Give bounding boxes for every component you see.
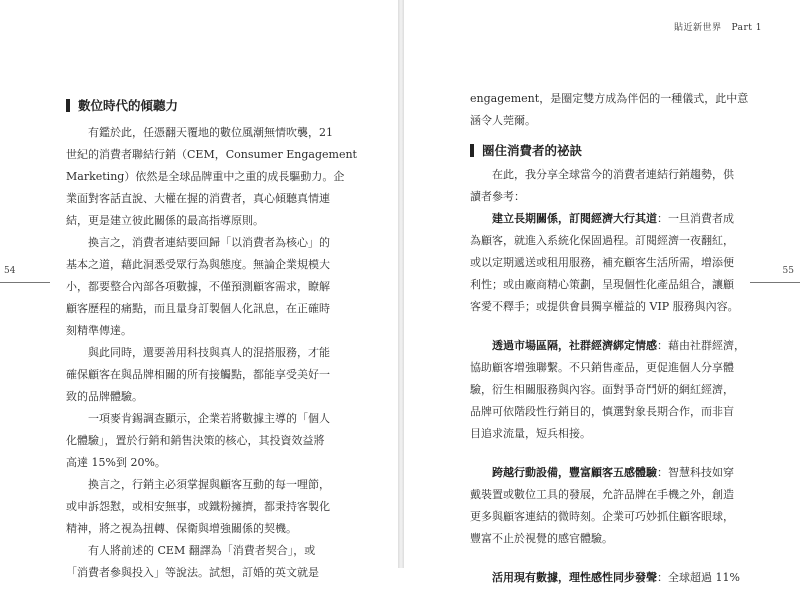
running-head-part: Part 1 xyxy=(731,23,762,33)
body-line: 基本之道，藉此洞悉受眾行為與態度。無論企業規模大 xyxy=(66,258,330,271)
tip-rest: ：藉由社群經濟， xyxy=(657,339,745,352)
body-line: 高達 15%到 20%。 xyxy=(66,456,166,469)
tip-lead: 建立長期關係，訂閱經濟大行其道 xyxy=(492,212,657,225)
body-line: 換言之，消費者連結要回歸「以消費者為核心」的 xyxy=(66,236,330,249)
body-line: 「消費者參與投入」等說法。試想，訂婚的英文就是 xyxy=(66,566,319,579)
left-page-number: 54 xyxy=(4,266,16,276)
tip-first-line xyxy=(470,567,780,589)
body-line: 在此，我分享全球當今的消費者連結行銷趨勢，供 xyxy=(470,168,734,181)
paragraph-gap xyxy=(470,445,780,462)
body-line: 讀者參考： xyxy=(470,190,525,203)
tip-first-line xyxy=(470,335,780,357)
body-line: 業面對客話直說、大權在握的消費者，真心傾聽真情連 xyxy=(66,192,330,205)
right-page xyxy=(404,0,800,584)
body-line: 精神，將之視為扭轉、保衛與增強關係的契機。 xyxy=(66,522,297,535)
body-line: 協助顧客增強聯繫。不只銷售產品，更促進個人分享體 xyxy=(470,361,734,374)
body-line: 品牌可依階段性行銷目的，慎選對象長期合作，而非盲 xyxy=(470,405,734,418)
body-line: 小，都要整合內部各項數據，不僅預測顧客需求，瞭解 xyxy=(66,280,330,293)
body-line: 利性；或由廠商精心策劃，呈現個性化產品組合，讓顧 xyxy=(470,278,734,291)
left-page xyxy=(0,0,398,579)
body-line: 或申訴怨懟，或相安無事，或鐵粉擁擠，都秉持客製化 xyxy=(66,500,330,513)
running-head-title: 貼近新世界 xyxy=(673,23,722,33)
body-line: 豐富不止於視覺的感官體驗。 xyxy=(470,532,613,545)
left-section-heading xyxy=(66,96,178,114)
body-line: 有人將前述的 CEM 翻譯為「消費者契合」，或 xyxy=(66,544,316,557)
tip-rest: ：智慧科技如穿 xyxy=(657,466,734,479)
right-page-number: 55 xyxy=(782,266,794,276)
body-line: 涵令人莞爾。 xyxy=(470,114,536,127)
body-line: 世紀的消費者聯結行銷（CEM，Consumer Engagement xyxy=(66,148,357,161)
left-edge-rule xyxy=(0,282,50,283)
body-line: 顧客歷程的痛點，而且量身訂製個人化訊息，在正確時 xyxy=(66,302,330,315)
body-line: Marketing）依然是全球品牌重中之重的成長驅動力。企 xyxy=(66,170,345,183)
running-head xyxy=(664,20,762,33)
left-heading-text: 數位時代的傾聽力 xyxy=(78,98,179,113)
body-line: 為顧客，就進入系統化保固過程。訂閱經濟一夜翻紅， xyxy=(470,234,734,247)
body-line: 或以定期遞送或租用服務，補充顧客生活所需，增添便 xyxy=(470,256,734,269)
body-line: 結，更是建立彼此關係的最高指導原則。 xyxy=(66,214,264,227)
tip-lead: 透過市場區隔，社群經濟綁定情感 xyxy=(492,339,657,352)
body-line: 驗，衍生相關服務與內容。面對爭奇鬥妍的網紅經濟， xyxy=(470,383,734,396)
tip-rest: ：一旦消費者成 xyxy=(657,212,734,225)
heading-bar-icon xyxy=(66,99,70,112)
right-top-text xyxy=(470,88,780,132)
left-body-text xyxy=(66,122,384,584)
body-line: 有鑑於此，任憑翻天覆地的數位風潮無情吹襲，21 xyxy=(66,126,333,139)
body-line: 刻精準傳達。 xyxy=(66,324,132,337)
paragraph-gap xyxy=(470,318,780,335)
body-line: 化體驗」，置於行銷和銷售決策的核心，其投資效益將 xyxy=(66,434,325,447)
tip-first-line xyxy=(470,208,780,230)
heading-bar-icon xyxy=(470,144,474,157)
tip-first-line xyxy=(470,462,780,484)
right-heading-text: 圈住消費者的祕訣 xyxy=(482,143,583,158)
tip-block xyxy=(470,335,780,445)
right-section-heading xyxy=(470,141,582,159)
tip-block xyxy=(470,462,780,550)
body-line: 客愛不釋手；或提供會員獨享權益的 VIP 服務與內容。 xyxy=(470,300,739,313)
body-line: 戴裝置或數位工具的發展，允許品牌在手機之外，創造 xyxy=(470,488,734,501)
body-line: 更多與顧客連結的微時刻。企業可巧妙抓住顧客眼球， xyxy=(470,510,734,523)
paragraph-gap xyxy=(470,550,780,567)
right-body-text xyxy=(470,164,780,589)
body-line: 目追求流量，短兵相接。 xyxy=(470,427,591,440)
body-line: 致的品牌體驗。 xyxy=(66,390,143,403)
tip-rest: ：全球超過 11% xyxy=(657,571,740,584)
body-line: 一項麥肯錫調查顯示，企業若將數據主導的「個人 xyxy=(66,412,330,425)
body-line: 換言之，行銷主必須掌握與顧客互動的每一哩節， xyxy=(66,478,330,491)
tip-block xyxy=(470,567,780,589)
tip-block xyxy=(470,208,780,318)
tip-lead: 活用現有數據，理性感性同步發聲 xyxy=(492,571,657,584)
tip-lead: 跨越行動設備，豐富顧客五感體驗 xyxy=(492,466,657,479)
body-line: 與此同時，還要善用科技與真人的混搭服務，才能 xyxy=(66,346,330,359)
body-line: 確保顧客在與品牌相關的所有接觸點，都能享受美好一 xyxy=(66,368,330,381)
body-line: engagement，是圈定雙方成為伴侶的一種儀式，此中意 xyxy=(470,92,749,105)
